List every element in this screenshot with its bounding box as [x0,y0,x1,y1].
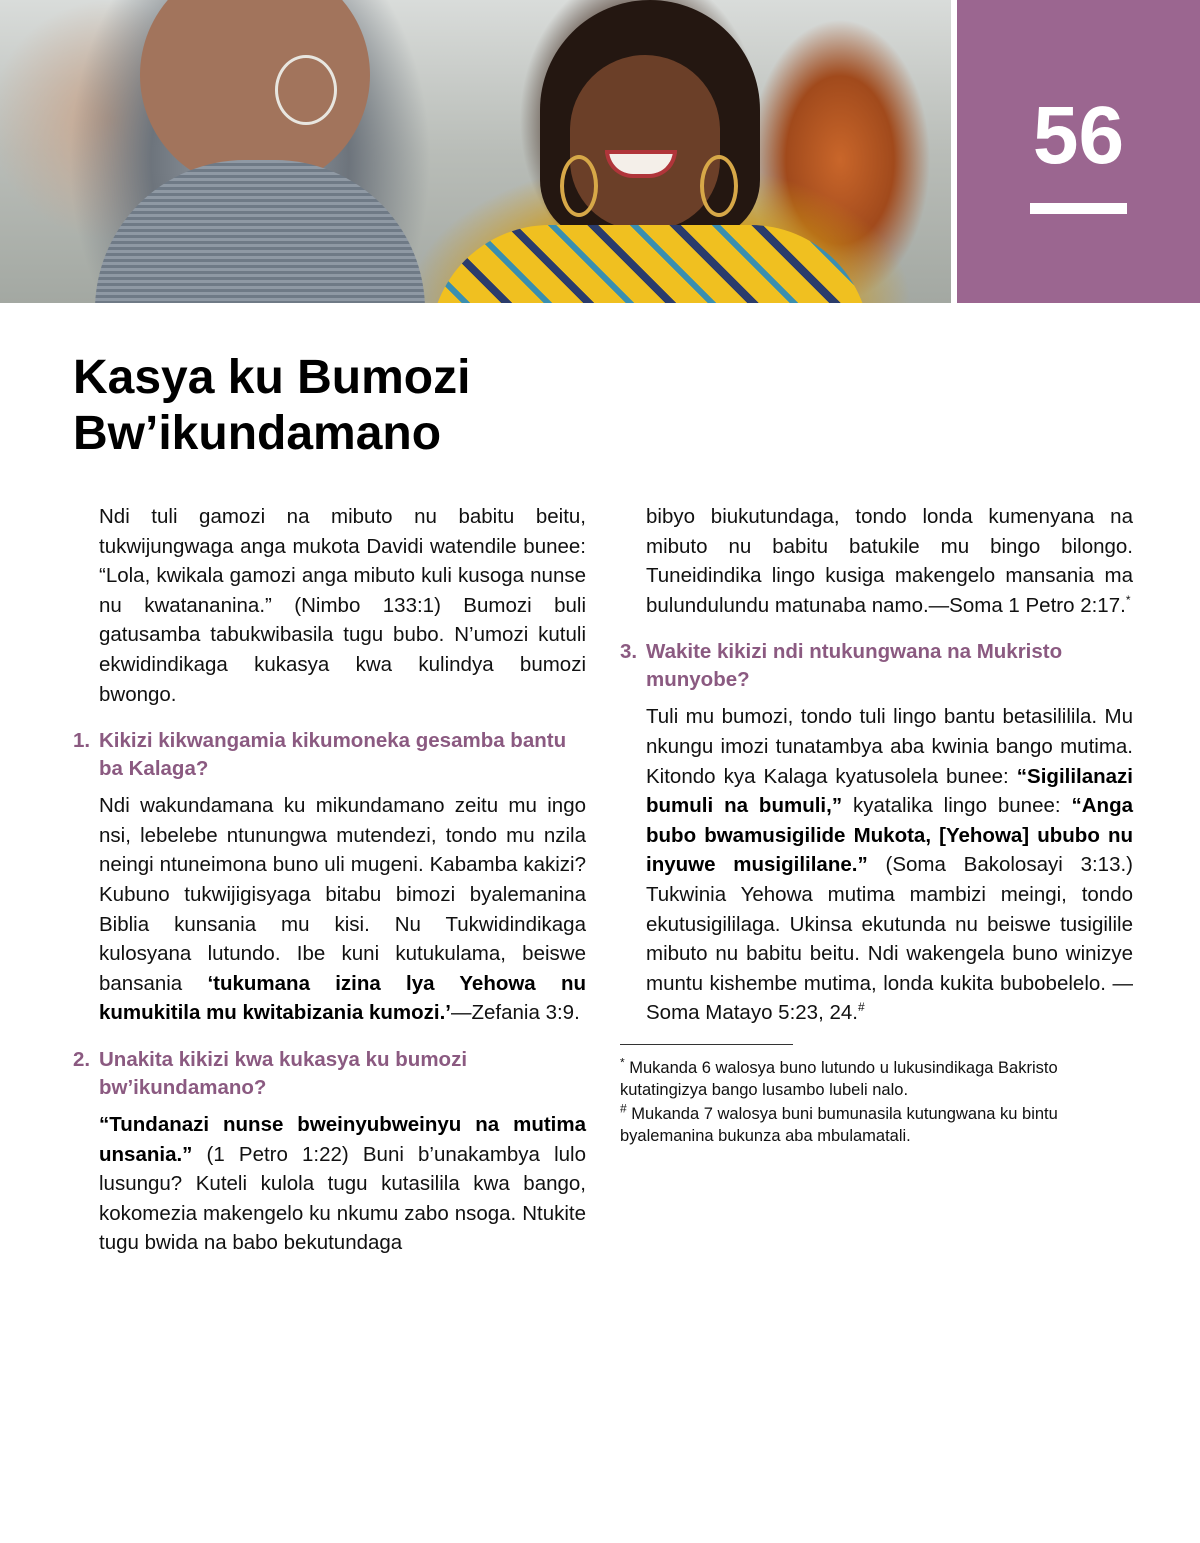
answer-2-cont-text: bibyo biukutundaga, tondo londa kumenyana na mibuto nu babitu batukile mu bingo bilongo. Tuneidindika lingo kusiga makengelo mansania ma bulundulundu matunaba namo.—Soma 1 Petro 2:17. [646,505,1133,617]
header-photo [0,0,951,303]
answer-2-continued [620,502,1133,620]
footnote-divider [620,1044,793,1045]
left-column [73,502,586,1258]
answer-3 [620,702,1133,1028]
intro-paragraph: Ndi tuli gamozi na mibuto nu babitu beitu, tukwijungwaga anga mukota Davidi watendile bunee: “Lola, kwikala gamozi anga mibuto kuli kusoga nunse nu kwatananina.” (Nimbo 133:1) Bumozi buli gatusamba tabukwibasila tugu bubo. N’umozi kutuli ekwidindikaga kukasya kwa kulindya bumozi bwongo. [99,505,586,706]
answer-3-bold-1: “Sigililanazi bumuli na bumuli,” [646,764,1133,818]
footnote-2-text: Mukanda 7 walosya buni bumunasila kutungwana ku bintu byalemanina bukunza aba mbulamatali. [620,1104,1058,1145]
footnote-1-text: Mukanda 6 walosya buno lutundo u lukusindikaga Bakristo kutatingizya bango lusambo lubeli nalo. [620,1058,1058,1099]
answer-2-bold: “Tundanazi nunse bweinyubweinyu na mutima unsania.” [99,1112,586,1166]
question-1-number: 1. [73,729,91,753]
right-column [620,502,1133,1149]
footnote-ref-asterisk[interactable]: * [1125,592,1131,607]
answer-1-bold: ‘tukumana izina lya Yehowa nu kumukitila mu kwitabizania kumozi.’ [99,971,586,1025]
question-3 [620,638,1133,694]
answer-3-text-1: Tuli mu bumozi, tondo tuli lingo bantu betasililila. Mu nkungu imozi tunatambya aba kwinia bango mutima. Kitondo kya Kalaga kyatusolela bunee: [646,705,1133,788]
answer-1-tail: —Zefania 3:9. [451,1001,580,1025]
page-title-line2: Bw’ikundamano [73,407,442,460]
lesson-number-underline [1030,203,1127,214]
footnote-1-mark: * [620,1055,625,1070]
footnote-2 [620,1103,1133,1147]
answer-3-text-3: (Soma Bakolosayi 3:13.) Tukwinia Yehowa mutima mambizi meingi, tondo ekutusigililaga. Ukinsa ekutunda nu beiswe tusigilile mibuto nu babitu beitu. Ndi wakengela buno winizye muntu kishembe mutima, londa kukita bubobelelo. —Soma Matayo 5:23, 24. [646,853,1133,1025]
footnote-ref-hash[interactable]: # [857,1000,865,1015]
question-3-text: Wakite kikizi ndi ntukungwana na Mukristo munyobe? [646,640,1063,692]
answer-1-text: Ndi wakundamana ku mikundamano zeitu mu ingo nsi, lebelebe ntunungwa mutendezi, tondo mu nzila neingi ntuneimona buno uli mugeni. Kabamba kakizi? Kubuno tukwijigisyaga bitabu bimozi byalemanina Biblia kunsania mu kisi. Nu Tukwidindikaga kulosyana lutundo. Ibe kuni kutukulama, beiswe bansania [99,794,586,995]
answer-3-bold-2: “Anga bubo bwamusigilide Mukota, [Yehowa] ububo nu inyuwe musigililane.” [646,794,1133,877]
question-1-text: Kikizi kikwangamia kikumoneka gesamba bantu ba Kalaga? [99,729,567,781]
question-2-number: 2. [73,1047,91,1071]
page-title [73,350,633,462]
answer-2 [73,1110,586,1258]
page-title-line1: Kasya ku Bumozi [73,351,471,404]
answer-3-text-2: kyatalika lingo bunee: [842,794,1072,818]
answer-2-text: (1 Petro 1:22) Buni b’unakambya lulo lusungu? Kuteli kulola tugu kutasilila kwa bango, kokomezia makengelo ku nkumu zabo nsoga. Ntukite tugu bwida na babo bekutundaga [99,1142,586,1255]
question-2 [73,1046,586,1102]
footnote-2-mark: # [620,1101,627,1116]
question-2-text: Unakita kikizi kwa kukasya ku bumozi bw’ikundamano? [99,1047,468,1099]
answer-1 [73,791,586,1028]
question-3-number: 3. [620,640,638,664]
footnote-1 [620,1057,1133,1101]
question-1 [73,727,586,783]
lesson-number: 56 [1032,90,1125,181]
lesson-number-badge [957,0,1200,303]
